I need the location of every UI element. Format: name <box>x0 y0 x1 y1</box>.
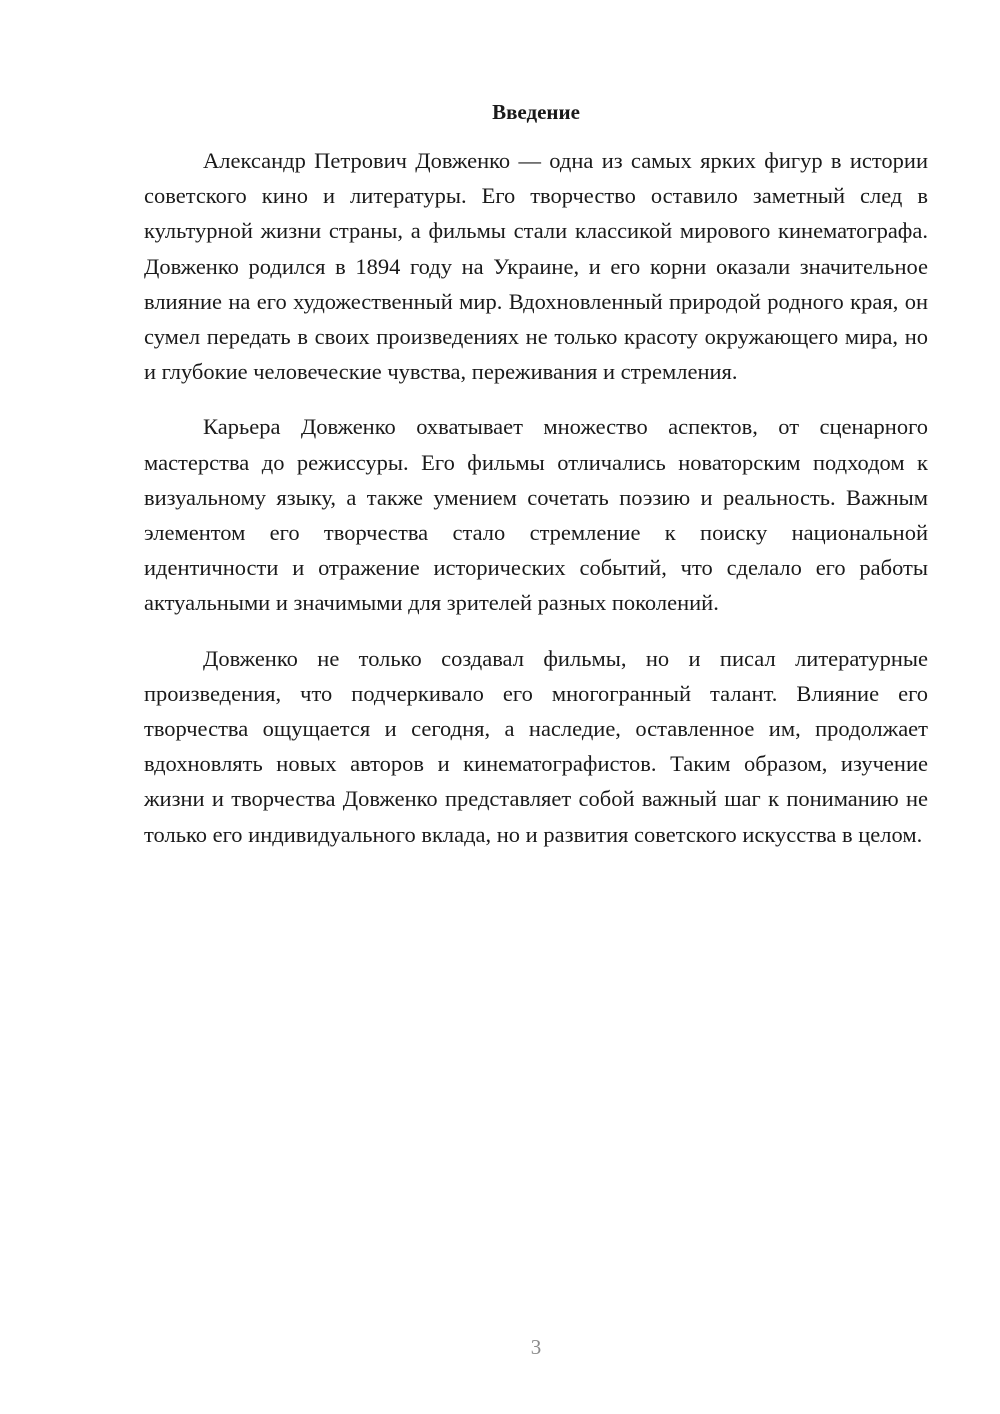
paragraph-1: Александр Петрович Довженко — одна из самых ярких фигур в истории советского кино и литературы. Его творчество оставило заметный след в культурной жизни страны, а фильмы стали классикой мирового кинематографа. Довженко родился в 1894 году на Украине, и его корни оказали значительное влияние на его художественный мир. Вдохновленный природой родного края, он сумел передать в своих произведениях не только красоту окружающего мира, но и глубокие человеческие чувства, переживания и стремления. <box>144 148 928 385</box>
document-body <box>144 143 928 852</box>
paragraph-3: Довженко не только создавал фильмы, но и писал литературные произведения, что подчеркивало его многогранный талант. Влияние его творчества ощущается и сегодня, а наследие, оставленное им, продолжает вдохновлять новых авторов и кинематографистов. Таким образом, изучение жизни и творчества Довженко представляет собой важный шаг к пониманию не только его индивидуального вклада, но и развития советского искусства в целом. <box>144 645 928 847</box>
section-title: Введение <box>492 100 580 124</box>
paragraph-2: Карьера Довженко охватывает множество аспектов, от сценарного мастерства до режиссуры. Его фильмы отличались новаторским подходом к визуальному языку, а также умением сочетать поэзию и реальность. Важным элементом его творчества стало стремление к поиску национальной идентичности и отражение исторических событий, что сделало его работы актуальными и значимыми для зрителей разных поколений. <box>144 414 928 616</box>
page-number: 3 <box>530 1335 542 1359</box>
